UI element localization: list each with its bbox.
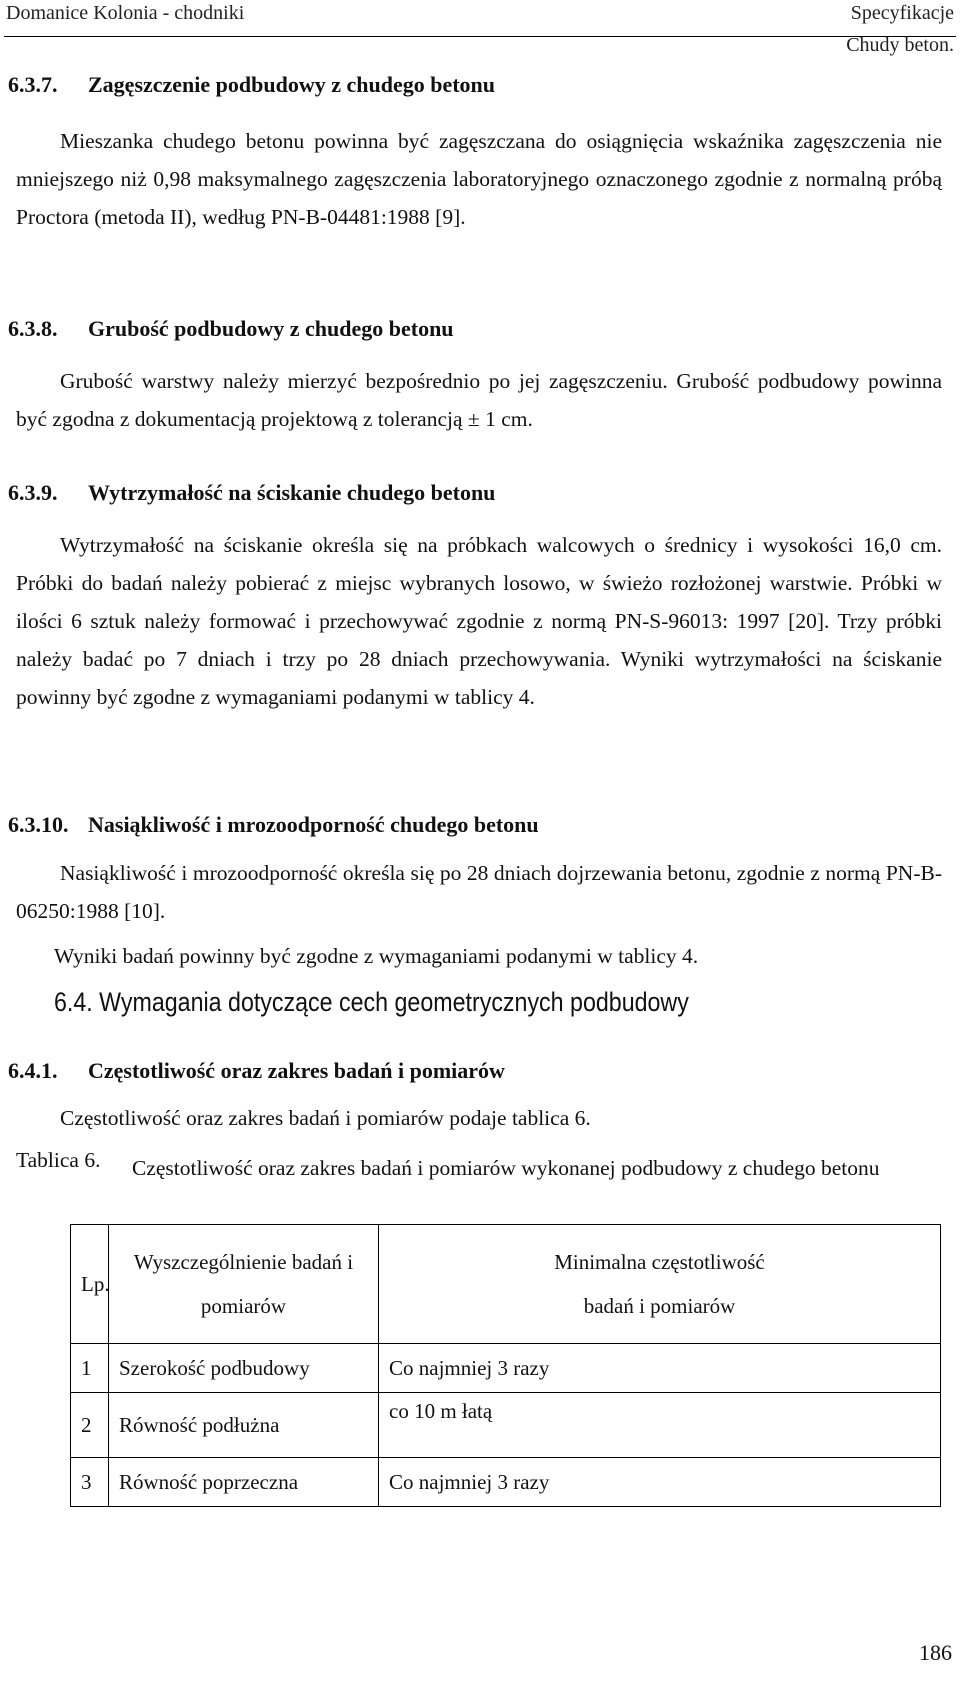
row-frequency: Co najmniej 3 razy: [379, 1458, 941, 1507]
header-section-label: Chudy beton.: [846, 34, 954, 56]
page-number: 186: [919, 1640, 952, 1665]
table-row: [71, 1458, 941, 1507]
row-name: Równość poprzeczna: [109, 1458, 379, 1507]
paragraph-6-3-9: Wytrzymałość na ściskanie określa się na próbkach walcowych o średnicy i wysokości 16,0 cm. Próbki do badań należy pobierać z miejsc wybranych losowo, w świeżo rozłożonej warstwie. Próbki w ilości 6 sztuk należy formować i przechowywać zgodnie z normą PN-S-96013: 1997 [20]. Trzy próbki należy badać po 7 dniach i trzy po 28 dniach przechowywania. Wyniki wytrzymałości na ściskanie powinny być zgodne z wymaganiami podanymi w tablicy 4.: [16, 533, 942, 709]
table-caption-text: Częstotliwość oraz zakres badań i pomiarów wykonanej podbudowy z chudego betonu: [132, 1156, 880, 1180]
row-lp: 3: [71, 1458, 109, 1507]
header-document-title: Domanice Kolonia - chodniki: [6, 2, 245, 24]
header-name-line2: pomiarów: [200, 1294, 287, 1318]
heading-number: 6.4.1.: [8, 1058, 58, 1083]
header-frequency-line1: Minimalna częstotliwość: [554, 1250, 765, 1274]
heading-title: Nasiąkliwość i mrozoodporność chudego betonu: [88, 812, 539, 837]
paragraph-6-4-1: Częstotliwość oraz zakres badań i pomiarów podaje tablica 6.: [60, 1106, 591, 1130]
heading-title: Wytrzymałość na ściskanie chudego betonu: [88, 480, 496, 505]
header-frequency: [379, 1225, 941, 1344]
table-caption-label: Tablica 6.: [16, 1148, 101, 1172]
heading-number: 6.3.10.: [8, 812, 69, 837]
paragraph-6-3-8: Grubość warstwy należy mierzyć bezpośrednio po jej zagęszczeniu. Grubość podbudowy powinna być zgodna z dokumentacją projektową z tolerancją ± 1 cm.: [16, 369, 942, 431]
row-lp: 2: [71, 1393, 109, 1458]
heading-number: 6.3.9.: [8, 480, 58, 505]
row-frequency: Co najmniej 3 razy: [379, 1344, 941, 1393]
table-row: [71, 1393, 941, 1458]
paragraph-6-3-7: Mieszanka chudego betonu powinna być zagęszczana do osiągnięcia wskaźnika zagęszczenia nie mniejszego niż 0,98 maksymalnego zagęszczenia laboratoryjnego oznaczonego zgodnie z normalną próbą Proctora (metoda II), według PN-B-04481:1988 [9].: [16, 129, 942, 229]
frequency-table: [70, 1224, 941, 1507]
header-frequency-line2: badań i pomiarów: [583, 1294, 736, 1318]
heading-title: Grubość podbudowy z chudego betonu: [88, 316, 454, 341]
row-lp: 1: [71, 1344, 109, 1393]
header-name-line1: Wyszczególnienie badań i: [133, 1250, 354, 1274]
header-specification-label: Specyfikacje: [850, 2, 954, 24]
header-lp: Lp.: [71, 1225, 109, 1344]
row-frequency: co 10 m łatą: [379, 1393, 941, 1458]
heading-number: 6.3.8.: [8, 316, 58, 341]
paragraph-6-3-10-continued: Wyniki badań powinny być zgodne z wymaganiami podanymi w tablicy 4.: [54, 944, 699, 968]
paragraph-6-3-10: Nasiąkliwość i mrozoodporność określa się po 28 dniach dojrzewania betonu, zgodnie z normą PN-B-06250:1988 [10].: [16, 861, 942, 923]
row-name: Równość podłużna: [109, 1393, 379, 1458]
page-header: [0, 0, 960, 56]
header-rule: [4, 36, 956, 37]
heading-number: 6.3.7.: [8, 72, 58, 97]
heading-6-4: 6.4. Wymagania dotyczące cech geometrycznych podbudowy: [54, 987, 689, 1017]
header-name: [109, 1225, 379, 1344]
table-header-row: [71, 1225, 941, 1344]
heading-title: Częstotliwość oraz zakres badań i pomiarów: [88, 1058, 505, 1083]
table-row: [71, 1344, 941, 1393]
row-name: Szerokość podbudowy: [109, 1344, 379, 1393]
heading-title: Zagęszczenie podbudowy z chudego betonu: [88, 72, 496, 97]
